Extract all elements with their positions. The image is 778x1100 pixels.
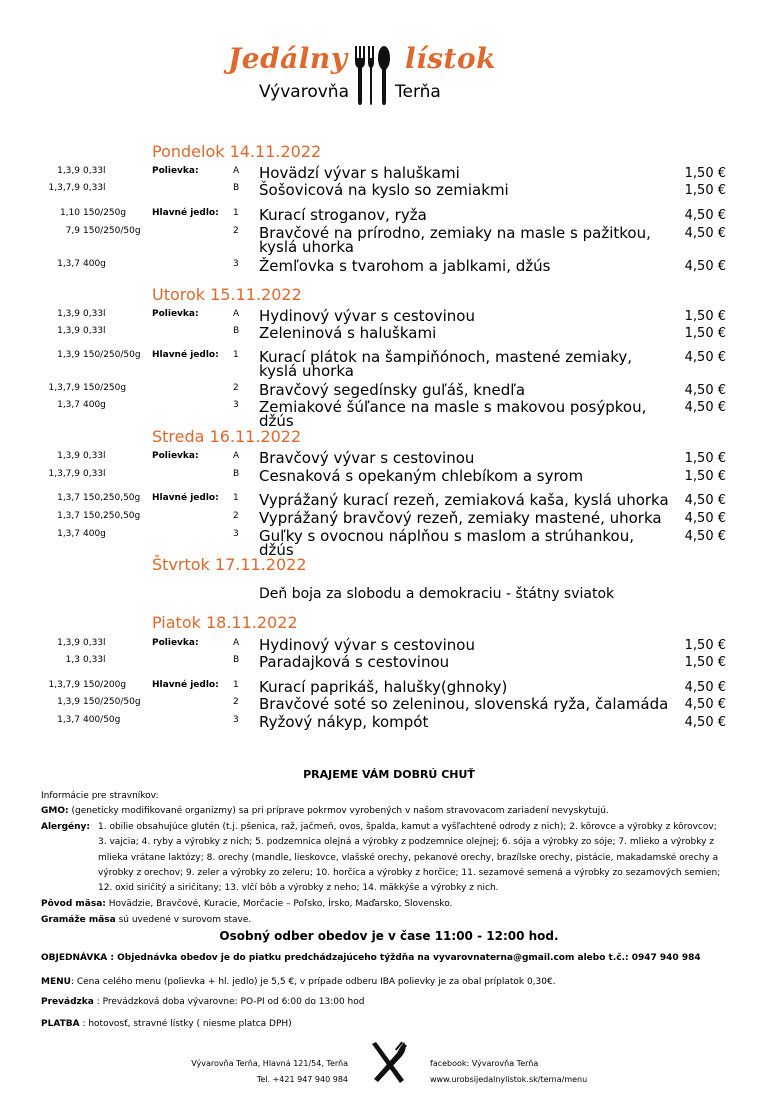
menu-item — [0, 326, 778, 344]
origin-label: Pôvod mäsa: — [41, 899, 106, 910]
portion-size: 0,33l — [83, 451, 106, 461]
dish-name: Šošovicová na kyslo so zemiakmi — [259, 181, 509, 199]
menu-price-note — [41, 977, 556, 987]
menu-item — [0, 398, 778, 430]
portion-size: 0,33l — [83, 638, 106, 648]
footer-phone: Tel. +421 947 940 984 — [256, 1075, 348, 1084]
good-appetite-wish: PRAJEME VÁM DOBRÚ CHUŤ — [303, 768, 475, 781]
dish-price: 1,50 € — [684, 469, 726, 484]
crossed-fork-knife-icon — [368, 1040, 410, 1086]
dish-price: 1,50 € — [684, 638, 726, 653]
origin-text: Hovädzie, Bravčové, Kuracie, Morčacie – Poľsko, Írsko, Maďarsko, Slovensko. — [108, 899, 453, 910]
customer-info — [41, 789, 741, 928]
category-label: Hlavné jedlo: — [152, 680, 219, 690]
gmo-note — [41, 804, 741, 819]
category-label: Polievka: — [152, 309, 199, 319]
menu-label: MENU — [41, 977, 71, 987]
allergen-codes: 1,10 — [59, 208, 80, 218]
dish-name: Hydinový vývar s cestovinou — [259, 307, 475, 325]
day-heading-piatok: Piatok 18.11.2022 — [152, 613, 298, 632]
weight-label: Gramáže mäsa — [41, 914, 116, 925]
allergens-line: 1. obilie obsahujúce glutén (t.j. pšenica, raž, jačmeň, ovos, špalda, kamut a vyšľachtené odrody z nich); 2. kôrovce a výrobky z kôrovcov; — [98, 821, 717, 832]
menu-item — [0, 715, 778, 733]
dish-name: Bravčový vývar s cestovinou — [259, 449, 475, 467]
dish-name: Paradajková s cestovinou — [259, 653, 450, 671]
dish-price: 4,50 € — [684, 493, 726, 508]
item-letter: A — [233, 638, 240, 648]
meat-weight-note — [41, 913, 741, 928]
meat-origin-note — [41, 897, 741, 912]
item-letter: 2 — [233, 697, 239, 707]
pickup-time: Osobný odber obedov je v čase 11:00 - 12:00 hod. — [219, 929, 559, 943]
menu-text: : Cena celého menu (polievka + hl. jedlo) je 5,5 €, v prípade odberu IBA polievky je za obal príplatok 0,30€. — [70, 977, 556, 987]
item-letter: 3 — [233, 259, 239, 269]
footer-social — [430, 1056, 587, 1088]
dish-name: Hydinový vývar s cestovinou — [259, 636, 475, 654]
order-label: OBJEDNÁVKA — [41, 953, 108, 963]
footer-web: www.urobsijedalnylistok.sk/terna/menu — [430, 1075, 588, 1084]
dish-price: 4,50 € — [684, 350, 726, 365]
allergen-codes: 1,3,7 — [57, 493, 80, 503]
item-letter: B — [233, 655, 240, 665]
dish-name: Vyprážaný kurací rezeň, zemiaková kaša, kyslá uhorka — [259, 491, 669, 509]
payment-note — [41, 1019, 292, 1029]
portion-size: 150/250/50g — [83, 697, 141, 707]
portion-size: 150,250,50g — [83, 511, 141, 521]
menu-item — [0, 259, 778, 277]
holiday-note: Deň boja za slobodu a demokraciu - štátny sviatok — [259, 586, 615, 602]
dish-price: 4,50 € — [684, 715, 726, 730]
allergens-line: 12. oxid siričitý a siričitany; 13. vlčí bôb a výrobky z neho; 14. mäkkýše a výrobky z nich. — [98, 883, 499, 894]
allergen-codes: 1,3,9 — [57, 638, 80, 648]
allergen-codes: 1,3,7,9 — [48, 680, 80, 690]
hours-label: Prevádzka — [41, 997, 94, 1007]
dish-price: 4,50 € — [684, 226, 726, 241]
allergen-codes: 1,3,7 — [57, 529, 80, 539]
portion-size: 0,33l — [83, 655, 106, 665]
dish-name: Bravčové na prírodno, zemiaky na masle s pažitkou, kyslá uhorka — [259, 224, 651, 256]
portion-size: 0,33l — [83, 183, 106, 193]
item-letter: 1 — [233, 680, 239, 690]
dish-name: Kurací paprikáš, halušky(ghnoky) — [259, 678, 508, 696]
portion-size: 400g — [83, 400, 106, 410]
portion-size: 150/250g — [83, 208, 127, 218]
day-heading-streda: Streda 16.11.2022 — [152, 427, 302, 446]
footer-address: Vývarovňa Terňa, Hlavná 121/54, Terňa — [191, 1059, 348, 1068]
allergens-line: 3. vajcia; 4. ryby a výrobky z nich; 5. podzemnica olejná a výrobky z podzemnice olejnej; 6. sója a výrobky zo sóje; 7. mlieko a výrobky z — [98, 837, 714, 848]
title-listok: lístok — [405, 42, 497, 75]
footer-facebook: facebook: Vývarovňa Terňa — [430, 1059, 539, 1068]
dish-price: 1,50 € — [684, 166, 726, 181]
allergen-codes: 1,3,7 — [57, 259, 80, 269]
portion-size: 400/50g — [83, 715, 121, 725]
footer-contact — [191, 1056, 348, 1088]
info-intro: Informácie pre stravníkov: — [41, 791, 159, 801]
dish-price: 4,50 € — [684, 208, 726, 223]
allergen-codes: 1,3,7 — [57, 511, 80, 521]
item-letter: 2 — [233, 383, 239, 393]
item-letter: B — [233, 183, 240, 193]
portion-size: 0,33l — [83, 166, 106, 176]
allergen-codes: 1,3,9 — [57, 451, 80, 461]
dish-name: Cesnaková s opekaným chlebíkom a syrom — [259, 467, 584, 485]
allergen-codes: 1,3,9 — [57, 166, 80, 176]
item-letter: A — [233, 309, 240, 319]
dish-name: Zemiakové šúľance na masle s makovou posýpkou, džús — [259, 398, 647, 430]
item-letter: 1 — [233, 493, 239, 503]
item-letter: 3 — [233, 400, 239, 410]
dish-name: Bravčové soté so zeleninou, slovenská ryža, čalamáda — [259, 695, 669, 713]
dish-price: 4,50 € — [684, 529, 726, 544]
dish-price: 1,50 € — [684, 183, 726, 198]
allergens-line: výrobky z orechov; 9. zeler a výrobky zo zeleru; 10. horčica a výrobky z horčice; 11. sezamové semená a výrobky zo sezamových semien; — [98, 868, 721, 879]
dish-price: 1,50 € — [684, 451, 726, 466]
item-letter: 1 — [233, 208, 239, 218]
allergens-label: Alergény: — [41, 821, 91, 832]
menu-item — [0, 224, 778, 256]
allergen-codes: 1,3,9 — [57, 350, 80, 360]
item-letter: A — [233, 166, 240, 176]
allergen-codes: 1,3,7,9 — [48, 469, 80, 479]
dish-price: 4,50 € — [684, 697, 726, 712]
allergen-codes: 1,3,9 — [57, 697, 80, 707]
category-label: Polievka: — [152, 451, 199, 461]
day-heading-utorok: Utorok 15.11.2022 — [152, 285, 302, 304]
order-text: : Objednávka obedov je do piatku predchádzajúceho týždňa na vyvarovnaterna@gmail.com alebo t.č.: 0947 940 984 — [110, 953, 701, 963]
menu-item — [0, 183, 778, 201]
payment-label: PLATBA — [41, 1019, 80, 1029]
allergens-note — [41, 820, 741, 897]
allergen-codes: 1,3 — [65, 655, 80, 665]
item-letter: 2 — [233, 226, 239, 236]
dish-price: 4,50 € — [684, 680, 726, 695]
dish-name: Ryžový nákyp, kompót — [259, 713, 429, 731]
portion-size: 150,250,50g — [83, 493, 141, 503]
dish-price: 4,50 € — [684, 259, 726, 274]
item-letter: A — [233, 451, 240, 461]
title-jedalny: Jedálny — [228, 42, 348, 75]
dish-price: 4,50 € — [684, 400, 726, 415]
opening-hours-note — [41, 997, 364, 1007]
category-label: Hlavné jedlo: — [152, 493, 219, 503]
dish-price: 4,50 € — [684, 511, 726, 526]
weight-text: sú uvedené v surovom stave. — [118, 914, 252, 925]
gmo-label: GMO: — [41, 806, 69, 817]
menu-item — [0, 469, 778, 487]
day-heading-stvrtok: Štvrtok 17.11.2022 — [152, 555, 307, 574]
fork-spoon-icon — [352, 44, 394, 106]
allergen-codes: 1,3,7 — [57, 715, 80, 725]
dish-name: Kurací plátok na šampiňónoch, mastené zemiaky, kyslá uhorka — [259, 348, 633, 380]
category-label: Hlavné jedlo: — [152, 208, 219, 218]
category-label: Hlavné jedlo: — [152, 350, 219, 360]
allergen-codes: 1,3,9 — [57, 326, 80, 336]
allergens-list — [98, 820, 748, 897]
allergen-codes: 1,3,7,9 — [48, 183, 80, 193]
portion-size: 150/250/50g — [83, 226, 141, 236]
allergen-codes: 1,3,9 — [57, 309, 80, 319]
gmo-text: (geneticky modifikované organizmy) sa pri príprave pokrmov vyrobených v našom stravovacom zariadení nevyskytujú. — [71, 806, 609, 817]
day-heading-pondelok: Pondelok 14.11.2022 — [152, 142, 322, 161]
category-label: Polievka: — [152, 166, 199, 176]
dish-price: 1,50 € — [684, 326, 726, 341]
portion-size: 150/250/50g — [83, 350, 141, 360]
menu-item — [0, 655, 778, 673]
allergen-codes: 1,3,7 — [57, 400, 80, 410]
item-letter: B — [233, 469, 240, 479]
portion-size: 0,33l — [83, 326, 106, 336]
dish-price: 1,50 € — [684, 655, 726, 670]
dish-name: Vyprážaný bravčový rezeň, zemiaky mastené, uhorka — [259, 509, 662, 527]
dish-price: 4,50 € — [684, 383, 726, 398]
category-label: Polievka: — [152, 638, 199, 648]
dish-name: Kurací stroganov, ryža — [259, 206, 427, 224]
portion-size: 0,33l — [83, 309, 106, 319]
subtitle-terna: Terňa — [395, 82, 441, 102]
portion-size: 400g — [83, 529, 106, 539]
portion-size: 0,33l — [83, 469, 106, 479]
allergens-line: mlieka vrátane laktózy; 8. orechy (mandle, lieskovce, vlašské orechy, pekanové orechy, brazílske orechy, pistácie, makadamské orechy a — [98, 852, 719, 863]
order-note — [41, 953, 701, 963]
portion-size: 150/250g — [83, 383, 127, 393]
item-letter: 2 — [233, 511, 239, 521]
dish-name: Zeleninová s haluškami — [259, 324, 437, 342]
dish-name: Hovädzí vývar s haluškami — [259, 164, 460, 182]
item-letter: 3 — [233, 529, 239, 539]
item-letter: B — [233, 326, 240, 336]
portion-size: 400g — [83, 259, 106, 269]
menu-item — [0, 348, 778, 380]
allergen-codes: 7,9 — [65, 226, 80, 236]
payment-text: : hotovosť, stravné lístky ( niesme platca DPH) — [82, 1019, 292, 1029]
dish-name: Žemľovka s tvarohom a jablkami, džús — [259, 257, 551, 275]
dish-name: Guľky s ovocnou náplňou s maslom a strúhankou, džús — [259, 527, 634, 559]
item-letter: 1 — [233, 350, 239, 360]
subtitle-vyvarovna: Vývarovňa — [259, 82, 349, 102]
dish-price: 1,50 € — [684, 309, 726, 324]
portion-size: 150/200g — [83, 680, 127, 690]
hours-text: : Prevádzková doba vývarovne: PO-PI od 6:00 do 13:00 hod — [96, 997, 365, 1007]
allergen-codes: 1,3,7,9 — [48, 383, 80, 393]
item-letter: 3 — [233, 715, 239, 725]
menu-item — [0, 527, 778, 559]
dish-name: Bravčový segedínsky guľáš, knedľa — [259, 381, 526, 399]
